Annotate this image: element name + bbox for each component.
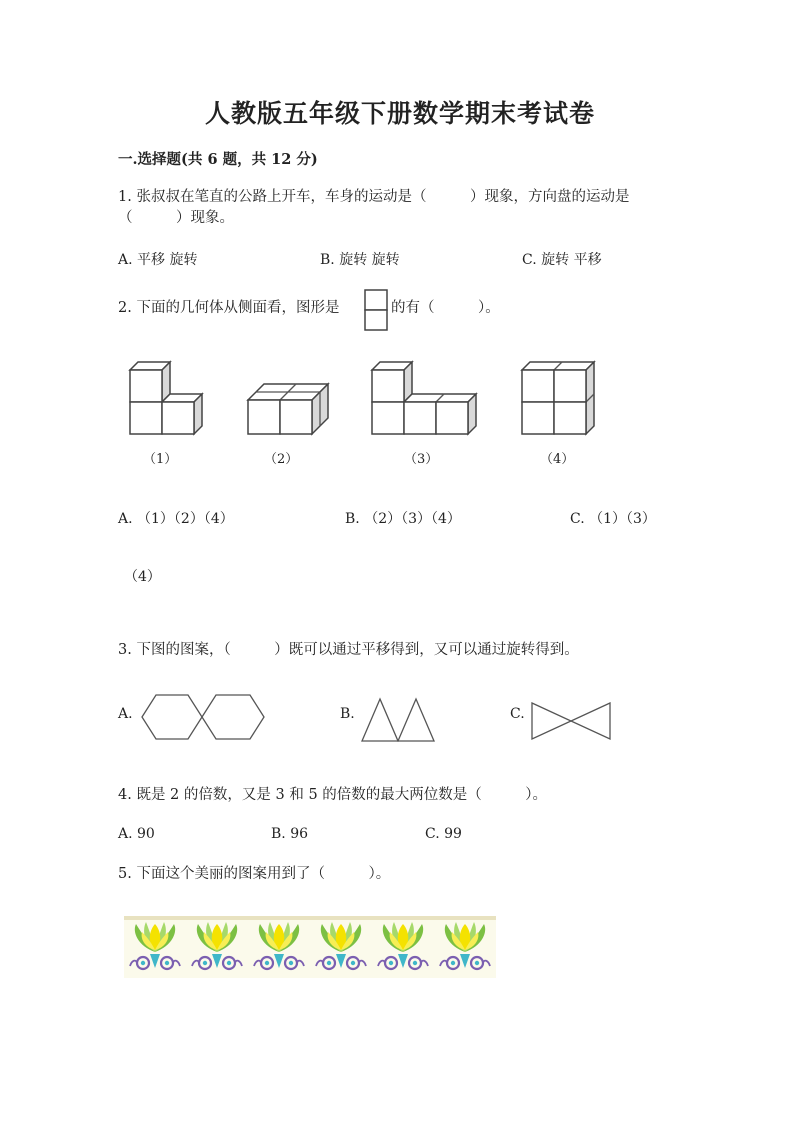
- question-4-option-c[interactable]: C. 99: [425, 826, 462, 842]
- cube-figure-4: [520, 360, 600, 440]
- question-5-text: 5. 下面这个美丽的图案用到了（ ）。: [118, 866, 391, 882]
- triangle-pair-figure: [360, 697, 440, 743]
- question-2-option-b[interactable]: B. （2）（3）（4）: [345, 511, 461, 527]
- question-4-option-b[interactable]: B. 96: [271, 826, 309, 842]
- question-1-option-a[interactable]: A. 平移 旋转: [118, 252, 198, 268]
- question-4-text: 4. 既是 2 的倍数，又是 3 和 5 的倍数的最大两位数是（ ）。: [118, 787, 548, 803]
- bowtie-figure: [530, 701, 614, 743]
- cube-figure-3: [370, 360, 482, 440]
- cube-figure-2: [246, 382, 332, 442]
- figure-4-label: （4）: [540, 452, 575, 467]
- side-view-icon: [364, 289, 390, 333]
- page-title: 人教版五年级下册数学期末考试卷: [204, 99, 595, 128]
- question-2-option-c[interactable]: C. （1）（3）: [570, 511, 656, 527]
- question-3-option-a[interactable]: A.: [118, 706, 133, 722]
- floral-frieze-image: [124, 916, 498, 980]
- figure-1-label: （1）: [143, 452, 178, 467]
- question-3-text: 3. 下图的图案，（ ）既可以通过平移得到，又可以通过旋转得到。: [118, 642, 579, 658]
- question-3-option-b[interactable]: B.: [340, 706, 355, 722]
- cube-figure-1: [128, 360, 210, 440]
- question-4-option-a[interactable]: A. 90: [118, 826, 155, 842]
- figure-3-label: （3）: [404, 452, 439, 467]
- question-1-line-1: 1. 张叔叔在笔直的公路上开车，车身的运动是（ ）现象，方向盘的运动是: [118, 189, 630, 205]
- hexagon-pair-figure: [140, 693, 268, 743]
- section-heading: 一.选择题(共 6 题，共 12 分): [118, 151, 318, 168]
- question-1-option-b[interactable]: B. 旋转 旋转: [320, 252, 400, 268]
- question-1-option-c[interactable]: C. 旋转 平移: [522, 252, 602, 268]
- question-2-prefix: 2. 下面的几何体从侧面看，图形是: [118, 300, 340, 316]
- question-2-suffix: 的有（ ）。: [391, 300, 500, 316]
- figure-2-label: （2）: [264, 452, 299, 467]
- question-2-option-c-continued: （4）: [124, 569, 161, 585]
- question-3-option-c[interactable]: C.: [510, 706, 525, 722]
- question-2-option-a[interactable]: A. （1）（2）（4）: [118, 511, 234, 527]
- question-1-line-2: （ ）现象。: [118, 210, 234, 226]
